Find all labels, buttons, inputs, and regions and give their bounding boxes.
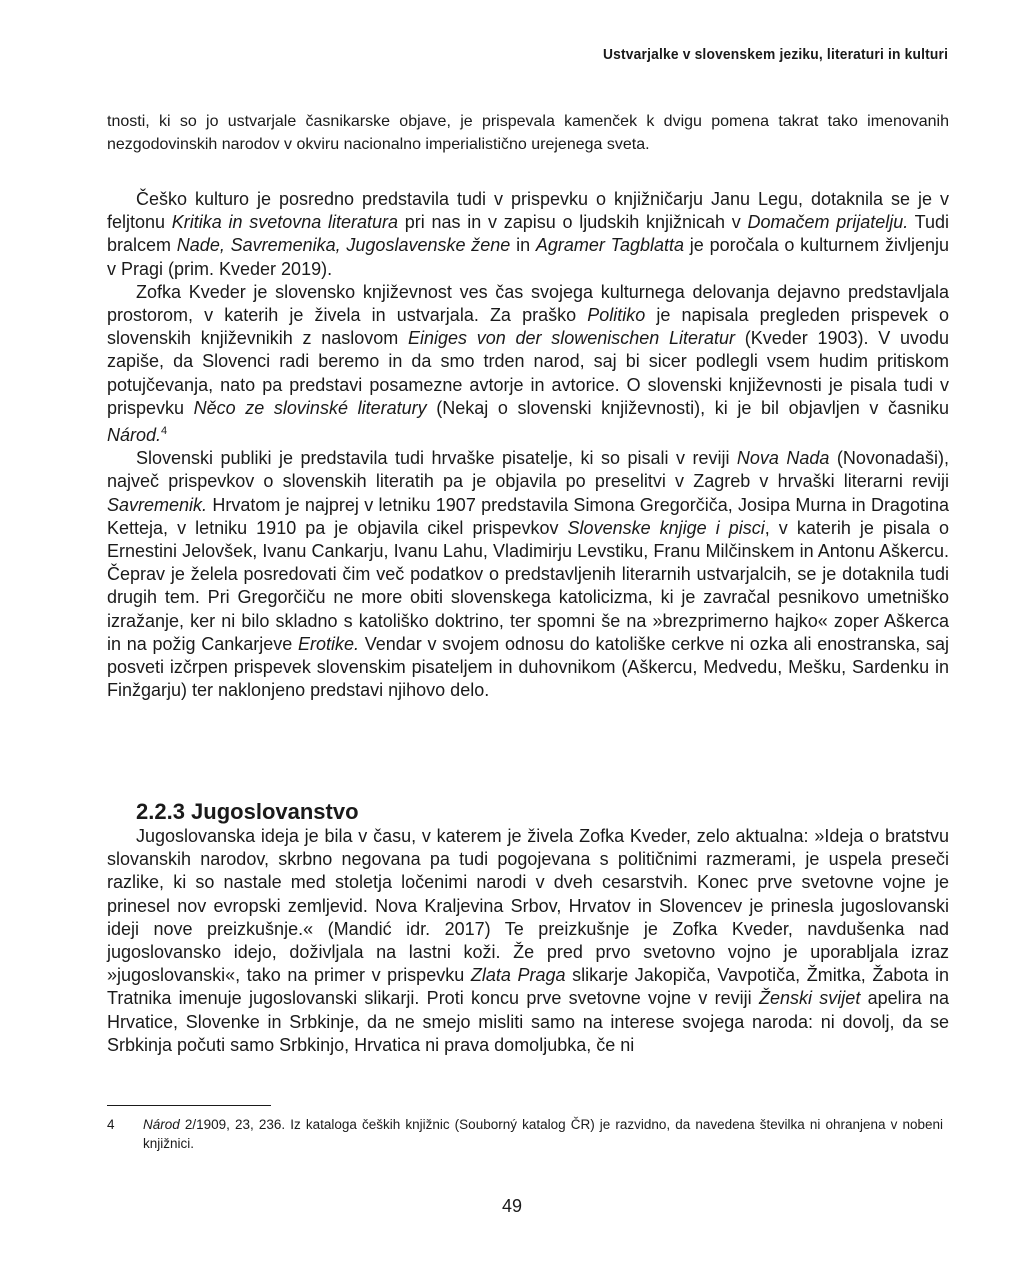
footnote-text: Národ 2/1909, 23, 236. Iz kataloga čeških knjižnic (Souborný katalog ČR) je razvidno, da navedena številka ni ohranjena v nobeni knjižnici.	[143, 1117, 943, 1151]
paragraph-croatian-writers: Slovenski publiki je predstavila tudi hrvaške pisatelje, ki so pisali v reviji Nova Nada (Novonadaši), največ prispevkov o slovenskih literatih pa je objavila po preselitvi v Zagreb v hrvaški literarni reviji Savremenik. Hrvatom je najprej v letniku 1907 predstavila Simona Gregorčiča, Josipa Murna in Dragotina Ketteja, v letniku 1910 pa je objavila cikel prispevkov Slovenske knjige i pisci, v katerih je pisala o Ernestini Jelovšek, Ivanu Cankarju, Ivanu Lahu, Vladimirju Levstiku, Franu Milčinskem in Antonu Aškercu. Čeprav je želela posredovati čim več podatkov o predstavljenih literarnih ustvarjalcih, se je dotaknila tudi drugih tem. Pri Gregorčiču ne more obiti slovenskega katolicizma, ki je zavračal pesnikovo umetniško izražanje, ker ni bilo skladno s katoliško doktrino, ter spomni še na »brezprimerno hajko« zoper Aškerca in na požig Cankarjeve Erotike. Vendar v svojem odnosu do katoliške cerkve ni ozka ali enostranska, saj posveti izčrpen prispevek slovenskim pisateljem in duhovnikom (Aškercu, Medvedu, Mešku, Sardenku in Finžgarju) ter naklonjeno predstavi njihovo delo.	[107, 448, 949, 701]
section-body	[107, 825, 949, 1057]
intro-paragraph: tnosti, ki so jo ustvarjale časnikarske objave, je prispevala kamenček k dvigu pomena takrat tako imenovanih nezgodovinskih narodov v okviru nacionalno imperialistično urejenega sveta.	[107, 113, 949, 153]
paragraph-czech-culture: Češko kulturo je posredno predstavila tudi v prispevku o knjižničarju Janu Legu, dotaknila se je v feljtonu Kritika in svetovna literatura pri nas in v zapisu o ljudskih knjižnicah v Domačem prijatelju. Tudi bralcem Nade, Savremenika, Jugoslavenske žene in Agramer Tagblatta je poročala o kulturnem življenju v Pragi (prim. Kveder 2019).	[107, 189, 949, 279]
section-heading: 2.2.3 Jugoslovanstvo	[136, 799, 359, 824]
footnote	[107, 1115, 949, 1153]
paragraph-slovene-literature: Zofka Kveder je slovensko književnost ves čas svojega kulturnega delovanja dejavno predstavljala prostorom, v katerih je živela in ustvarjala. Za praško Politiko je napisala pregleden prispevek o slovenskih književnikih z naslovom Einiges von der slowenischen Literatur (Kveder 1903). V uvodu zapiše, da Slovenci radi beremo in da smo trden narod, saj bi sicer podlegli vsem hudim pritiskom potujčevanja, nato pa predstavi posamezne avtorje in avtorice. O slovenski književnosti je pisala tudi v prispevku Něco ze slovinské literatury (Nekaj o slovenski književnosti), ki je bil objavljen v časniku Národ.$^4$	[107, 281, 950, 446]
running-header: Ustvarjalke v slovenskem jeziku, literaturi in kulturi	[602, 46, 948, 63]
main-body	[107, 188, 949, 702]
paragraph-yugoslav-idea: Jugoslovanska ideja je bila v času, v katerem je živela Zofka Kveder, zelo aktualna: »Ideja o bratstvu slovanskih narodov, skrbno negovana pa tudi pogojevana s političnimi razmerami, je uspela preseči razlike, ki so nastale med stoletja ločenimi narodi v dveh cesarstvih. Konec prve svetovne vojne je prinesel nov evropski zemljevid. Nova Kraljevina Srbov, Hrvatov in Slovencev je prinesla jugoslovanski ideji nove preizkušnje.« (Mandić idr. 2017) Te preizkušnje je Zofka Kveder, navdušenka nad jugoslovansko idejo, doživljala na lastni koži. Že pred prvo svetovno vojno je uporabljala izraz »jugoslovanski«, tako na primer v prispevku Zlata Praga slikarje Jakopiča, Vavpotiča, Žmitka, Žabota in Tratnika imenuje jugoslovanski slikarji. Proti koncu prve svetovne vojne v reviji Ženski svijet apelira na Hrvatice, Slovenke in Srbkinje, da ne smejo misliti samo na interese svojega naroda: ni dovolj, da se Srbkinja počuti samo Srbkinjo, Hrvatica ni prava domoljubka, če ni	[107, 826, 950, 1055]
footnote-reference[interactable]: 4	[161, 425, 168, 438]
footnote-divider	[107, 1105, 271, 1106]
page-number: 49	[501, 1196, 523, 1216]
footnote-number: 4	[107, 1117, 115, 1132]
